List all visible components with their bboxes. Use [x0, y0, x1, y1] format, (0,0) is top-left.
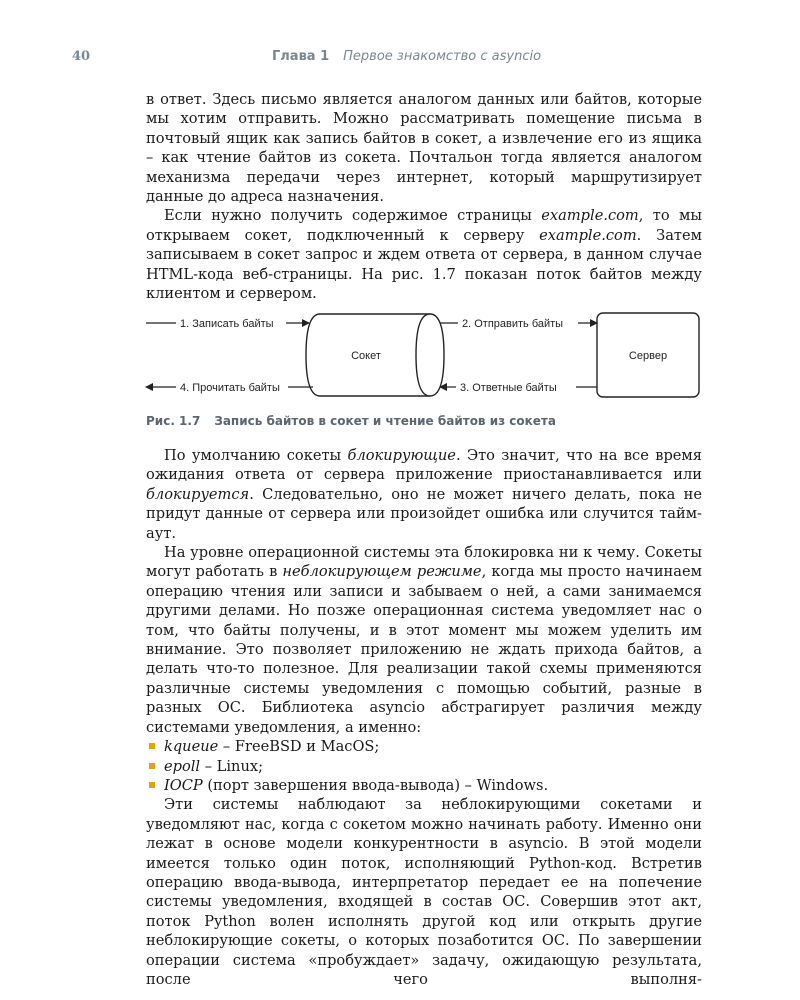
send-label: 2. Отправить байты	[462, 318, 564, 330]
paragraph	[146, 446, 702, 543]
figure-caption	[146, 414, 706, 428]
read-label: 4. Прочитать байты	[180, 382, 280, 394]
text-run: . Затем записываем в сокет запрос и ждем ответа от сервера, в данном случае HTML-кода веб-страницы. На рис. 1.7 показан поток байтов между клиентом и сервером.	[146, 226, 702, 303]
text-run-italic: example.com	[541, 207, 639, 225]
text-block-top	[146, 90, 702, 303]
chapter-label: Глава 1	[272, 49, 330, 64]
write-label: 1. Записать байты	[180, 318, 274, 330]
chapter-title: Первое знакомство с asyncio	[343, 49, 542, 64]
text-run: , то мы открываем сокет, подключенный к серверу	[146, 207, 702, 244]
bullet-term: epoll	[164, 757, 201, 775]
list-item	[146, 737, 702, 756]
text-run-italic: неблокирующем режиме	[282, 563, 482, 581]
paragraph	[146, 543, 702, 737]
bullet-text: – FreeBSD и MacOS;	[218, 738, 380, 756]
bullet-square-icon	[149, 782, 155, 788]
text-run-italic: блокирующие	[347, 447, 456, 464]
paragraph: в ответ. Здесь письмо является аналогом данных или байтов, которые мы хотим отправить. Можно рассматривать помещение письма в почтовый ящик как запись байтов в сокет, а извлечение его из ящика – как чтение байтов из сокета. Почтальон тогда является аналогом механизма передачи через интернет, который маршрутизирует данные до адреса назначения.	[146, 91, 702, 206]
bullet-term: IOCP	[164, 776, 203, 794]
text-run-italic: example.com	[539, 226, 637, 244]
list-item	[146, 757, 702, 776]
text-run-italic: блокируется	[146, 485, 250, 503]
text-block-bottom	[146, 446, 702, 989]
page-header	[72, 49, 712, 69]
caption-text: Запись байтов в сокет и чтение байтов из сокета	[214, 414, 556, 428]
bullet-text: – Linux;	[200, 757, 263, 775]
text-run: На уровне операционной системы эта блокировка ни к чему. Сокеты могут работать в	[146, 544, 702, 581]
bullet-text: (порт завершения ввода-вывода) – Windows.	[202, 776, 549, 794]
caption-number: Рис. 1.7	[146, 414, 201, 428]
paragraph: Эти системы наблюдают за неблокирующими сокетами и уведомляют нас, когда с сокетом можно начинать работу. Именно они лежат в основе модели конкурентности в asyncio. В этой модели имеется только один поток, исполняющий Python-код. Встретив операцию ввода-вывода, интерпретатор передает ее на попечение системы уведомления, входящей в состав ОС. Совершив этот акт, поток Python волен исполнять другой код или открыть другие неблокирующие сокеты, о которых позаботится ОС. По завершении операции система «пробуждает» задачу, ожидающую результата, после чего выполня-	[146, 796, 702, 988]
list-item	[146, 776, 702, 795]
server-label: Сервер	[628, 350, 668, 362]
socket-label: Сокет	[351, 350, 381, 362]
chapter-heading	[272, 49, 541, 64]
text-run: , когда мы просто начинаем операцию чтения или записи и забываем о ней, а сами занимаемся другими делами. Но позже операционная система уведомляет нас о том, что байты получены, и в этот момент мы можем уделить им внимание. Это позволяет приложению не ждать прихода байтов, а делать что-то полезное. Для реализации такой схемы применяются различные системы уведомления с помощью событий, разные в разных ОС. Библиотека asyncio абстрагирует различия между системами уведомления, а именно:	[146, 563, 702, 736]
paragraph	[146, 206, 702, 303]
text-run: Если нужно получить содержимое страницы	[164, 207, 542, 225]
bullet-term: kqueue	[164, 738, 219, 756]
bullet-square-icon	[149, 743, 155, 749]
text-run: . Следовательно, оно не может ничего делать, пока не придут данные от сервера или произойдет ошибка или случится тайм-аут.	[146, 485, 702, 542]
figure-socket-diagram	[140, 305, 710, 405]
bullet-list	[146, 737, 702, 795]
bullet-square-icon	[149, 763, 155, 769]
socket-diagram	[140, 305, 710, 405]
reply-label: 3. Ответные байты	[460, 382, 557, 394]
page-number: 40	[72, 49, 91, 64]
text-run: По умолчанию сокеты	[164, 447, 348, 464]
text-run: . Это значит, что на все время ожидания ответа от сервера приложение приостанавливается или	[146, 447, 702, 484]
